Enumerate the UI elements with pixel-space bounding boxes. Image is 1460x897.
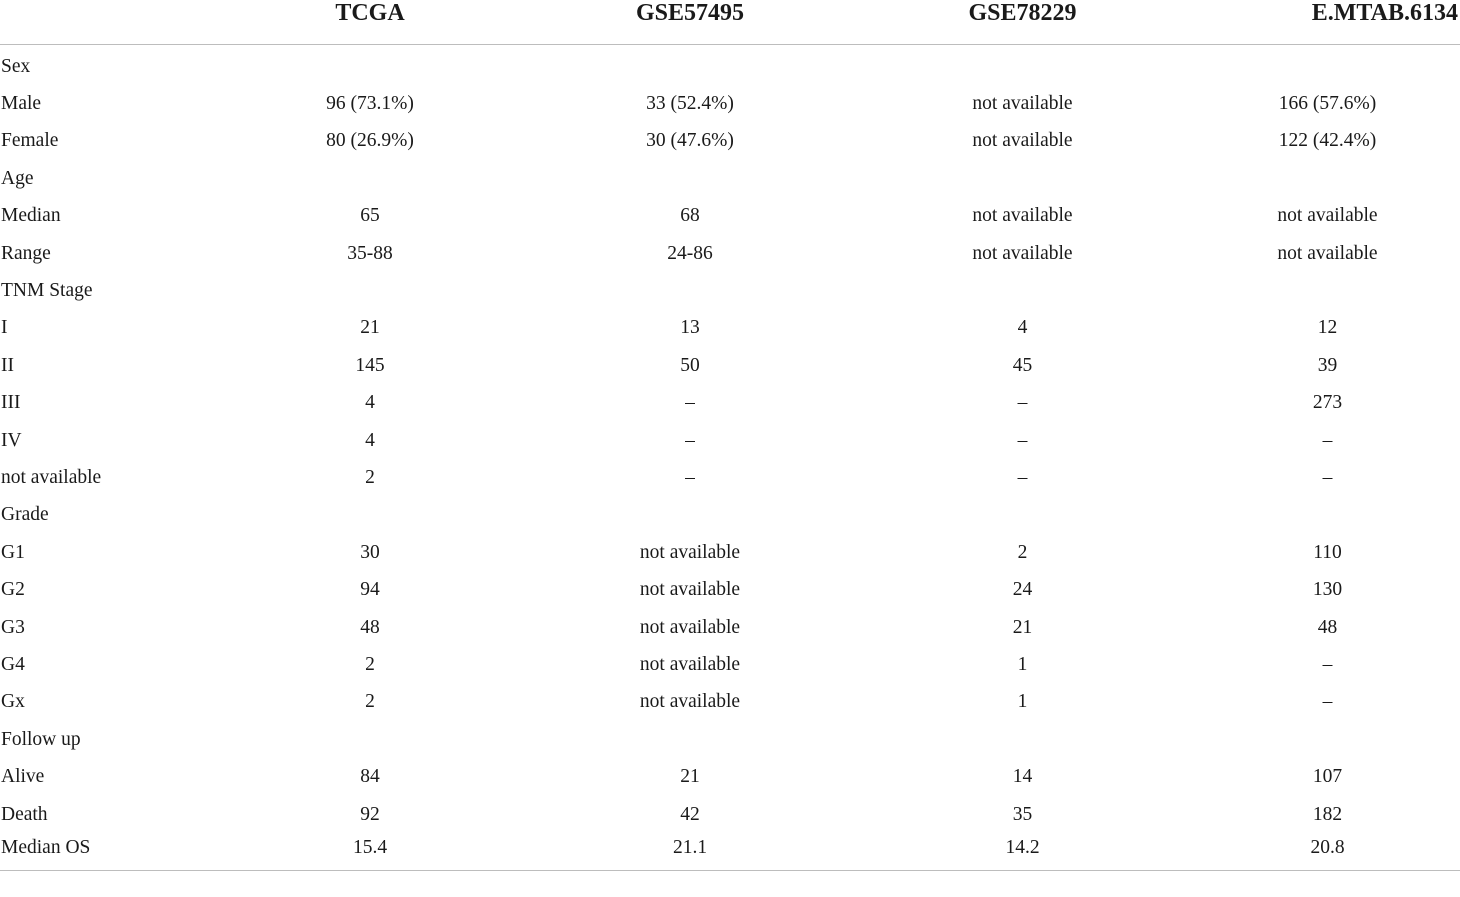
table-cell: 1	[1017, 691, 1028, 713]
table-row	[0, 422, 1460, 459]
table-cell: 50	[680, 354, 700, 376]
table-cell: not available	[1277, 242, 1378, 264]
table-cell: –	[685, 466, 695, 488]
table-cell	[1195, 497, 1460, 534]
table-cell: 122 (42.4%)	[1278, 130, 1377, 152]
row-label: Gx	[1, 691, 25, 713]
table-row	[0, 459, 1460, 496]
table-cell: –	[1322, 429, 1333, 451]
table-cell: 21	[680, 766, 700, 788]
table-row	[0, 497, 1460, 534]
table-row	[0, 347, 1460, 384]
row-label: Range	[1, 242, 51, 264]
header-cell-emtab6134: E.MTAB.6134	[1195, 0, 1460, 45]
table-cell: –	[1322, 691, 1333, 713]
table-cell: 68	[680, 205, 700, 227]
table-header	[0, 0, 1460, 45]
header-cell-label	[0, 0, 210, 45]
table-cell: not available	[639, 616, 741, 638]
row-label: Grade	[1, 504, 49, 526]
table-cell: 145	[355, 354, 385, 376]
table-cell: not available	[972, 205, 1073, 227]
table-cell: 45	[1012, 354, 1033, 376]
table-body	[0, 45, 1460, 871]
table-cell: not available	[972, 93, 1073, 115]
table-row	[0, 796, 1460, 833]
table-row	[0, 45, 1460, 86]
table-cell: not available	[972, 130, 1073, 152]
row-label: G2	[1, 579, 25, 601]
table-cell: 4	[365, 392, 375, 414]
table-cell: 35	[1012, 803, 1033, 825]
table-cell: 21	[1012, 616, 1033, 638]
table-cell	[210, 497, 530, 534]
table-cell	[210, 45, 530, 86]
table-cell	[850, 497, 1195, 534]
table-cell	[850, 721, 1195, 758]
table-row	[0, 571, 1460, 608]
table-cell: not available	[639, 653, 741, 675]
table-cell	[210, 160, 530, 197]
table-cell: 14.2	[850, 833, 1195, 871]
table-cell: 273	[1312, 392, 1343, 414]
table-cell: –	[1322, 466, 1333, 488]
table-cell	[210, 721, 530, 758]
table-cell: 13	[680, 317, 700, 339]
row-label: II	[1, 354, 14, 376]
table-cell	[530, 160, 850, 197]
table-cell: 80 (26.9%)	[326, 130, 414, 152]
table-cell: 130	[1312, 579, 1343, 601]
row-label: Alive	[1, 766, 45, 788]
table-cell: 39	[1317, 354, 1338, 376]
table-cell	[1195, 160, 1460, 197]
table-cell	[530, 497, 850, 534]
table-cell: 21	[360, 317, 380, 339]
table-cell: 107	[1312, 766, 1343, 788]
table-cell	[210, 272, 530, 309]
table-cell	[530, 272, 850, 309]
table-cell: 166 (57.6%)	[1278, 93, 1377, 115]
table-cell: 65	[360, 205, 380, 227]
row-label: not available	[1, 466, 102, 488]
table-cell	[850, 160, 1195, 197]
table-cell: 48	[1317, 616, 1338, 638]
table-cell: 182	[1312, 803, 1343, 825]
row-label: Female	[1, 130, 59, 152]
header-row	[0, 0, 1460, 45]
row-label: Death	[1, 803, 48, 825]
table-cell: 2	[365, 466, 375, 488]
table-cell: 35-88	[347, 242, 393, 264]
table-row	[0, 198, 1460, 235]
table-cell: –	[1017, 392, 1028, 414]
row-label: Male	[1, 93, 42, 115]
row-label: Median OS	[0, 833, 210, 871]
table-cell: 2	[1017, 541, 1028, 563]
table-row	[0, 160, 1460, 197]
row-label: I	[1, 317, 8, 339]
table-cell: 30	[360, 541, 380, 563]
table-cell: 92	[360, 803, 380, 825]
table-cell: 33 (52.4%)	[646, 93, 734, 115]
table-row	[0, 646, 1460, 683]
table-cell: 84	[360, 766, 380, 788]
table-row	[0, 721, 1460, 758]
table-cell: –	[685, 429, 695, 451]
table-cell: 2	[365, 653, 375, 675]
table-row	[0, 833, 1460, 871]
table-cell: 30 (47.6%)	[646, 130, 734, 152]
table-cell: –	[1017, 466, 1028, 488]
row-label: G4	[1, 653, 25, 675]
table-cell: 48	[360, 616, 380, 638]
table-row	[0, 385, 1460, 422]
row-label: G3	[1, 616, 25, 638]
table-cell: 4	[1017, 317, 1028, 339]
table-cell	[850, 45, 1195, 86]
table-cell	[1195, 272, 1460, 309]
row-label: IV	[1, 429, 22, 451]
row-label: Follow up	[1, 728, 81, 750]
table-cell: 12	[1317, 317, 1338, 339]
table-cell: not available	[972, 242, 1073, 264]
header-cell-gse57495: GSE57495	[530, 0, 850, 45]
table-cell: 4	[365, 429, 375, 451]
table-cell: 14	[1012, 766, 1033, 788]
table-row	[0, 684, 1460, 721]
table-cell: 24	[1012, 579, 1033, 601]
table-row	[0, 758, 1460, 795]
table-cell: 110	[1313, 541, 1342, 563]
table-cell: –	[685, 392, 695, 414]
table-cell: 94	[360, 579, 380, 601]
row-label: G1	[1, 541, 25, 563]
table-row	[0, 310, 1460, 347]
row-label: Median	[1, 205, 61, 227]
table-cell: not available	[639, 691, 741, 713]
table-cell: 15.4	[210, 833, 530, 871]
table-cell	[530, 45, 850, 86]
table-row	[0, 85, 1460, 122]
table-row	[0, 272, 1460, 309]
table-cell	[850, 272, 1195, 309]
table-cell: not available	[1277, 205, 1378, 227]
table-cell: not available	[639, 579, 741, 601]
table-cell: 42	[680, 803, 700, 825]
table-cell	[1195, 45, 1460, 86]
table-cell: –	[1017, 429, 1028, 451]
table-cell: 2	[365, 691, 375, 713]
row-label: III	[1, 392, 21, 414]
header-cell-tcga: TCGA	[210, 0, 530, 45]
table-cell: –	[1322, 653, 1333, 675]
table-cell: 20.8	[1195, 833, 1460, 871]
table-row	[0, 123, 1460, 160]
table-cell: 24-86	[667, 242, 713, 264]
table-cell	[1195, 721, 1460, 758]
table-cell: not available	[639, 541, 741, 563]
row-label: Age	[1, 167, 34, 189]
table-cell: 1	[1017, 653, 1028, 675]
table-cell: 96 (73.1%)	[326, 93, 414, 115]
table-cell	[530, 721, 850, 758]
table-row	[0, 235, 1460, 272]
row-label: TNM Stage	[1, 280, 93, 302]
header-cell-gse78229: GSE78229	[850, 0, 1195, 45]
table-row	[0, 534, 1460, 571]
row-label: Sex	[1, 55, 31, 77]
table-row	[0, 609, 1460, 646]
table-cell: 21.1	[530, 833, 850, 871]
